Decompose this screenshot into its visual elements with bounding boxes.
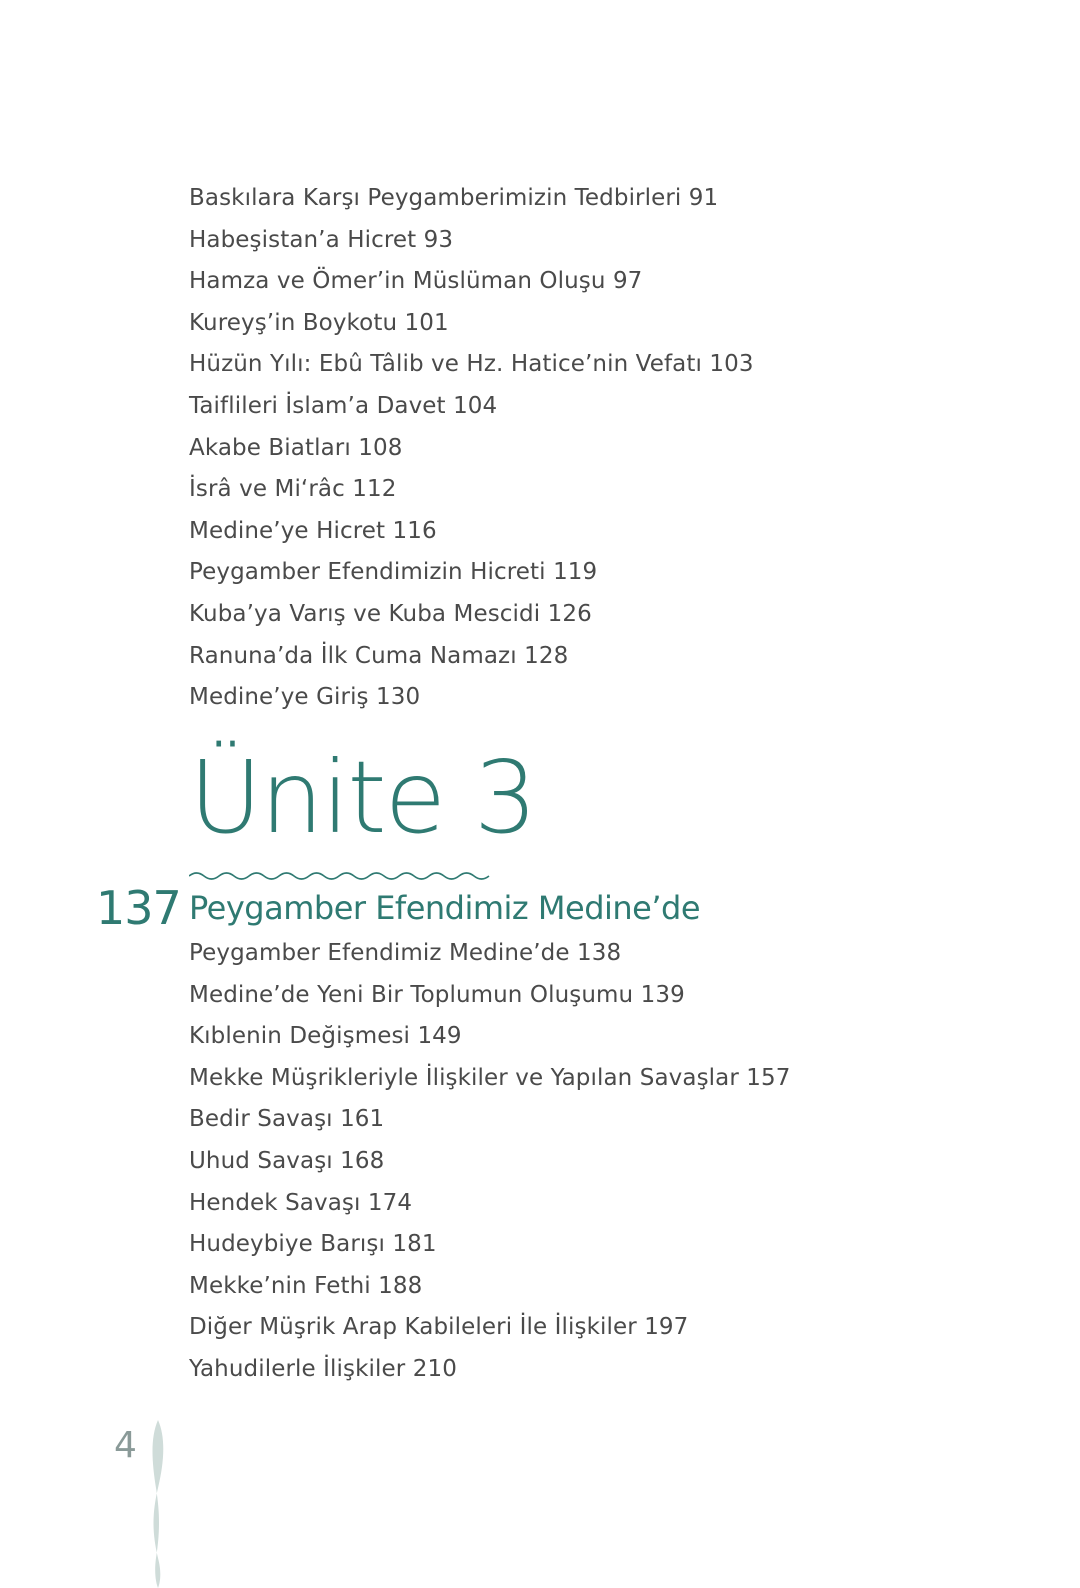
toc-entry[interactable]: Peygamber Efendimizin Hicreti 119 (189, 559, 598, 586)
leaf-ornament-icon (146, 1418, 170, 1588)
toc-entry[interactable]: Hüzün Yılı: Ebû Tâlib ve Hz. Hatice’nin Vefatı 103 (189, 351, 754, 378)
toc-entry[interactable]: Bedir Savaşı 161 (189, 1106, 385, 1133)
toc-entry[interactable]: Diğer Müşrik Arap Kabileleri İle İlişkiler 197 (189, 1314, 689, 1341)
chapter-title[interactable]: Peygamber Efendimiz Medine’de (189, 889, 701, 927)
page-number: 4 (114, 1425, 137, 1466)
toc-entry[interactable]: Hudeybiye Barışı 181 (189, 1231, 437, 1258)
toc-entry[interactable]: Peygamber Efendimiz Medine’de 138 (189, 940, 622, 966)
toc-entry[interactable]: Uhud Savaşı 168 (189, 1147, 385, 1174)
toc-entry[interactable]: İsrâ ve Mi‘râc 112 (189, 476, 397, 503)
toc-entry[interactable]: Kureyş’in Boykotu 101 (189, 309, 449, 336)
toc-entry[interactable]: Mekke’nin Fethi 188 (189, 1272, 423, 1299)
toc-entry[interactable]: Kıblenin Değişmesi 149 (189, 1023, 462, 1050)
unit-title: Ünite 3 (189, 739, 536, 856)
toc-entry[interactable]: Akabe Biatları 108 (189, 434, 403, 461)
toc-entry[interactable]: Kuba’ya Varış ve Kuba Mescidi 126 (189, 600, 592, 627)
toc-entry[interactable]: Medine’ye Giriş 130 (189, 684, 421, 711)
toc-list-part-2 (189, 933, 791, 1391)
toc-entry[interactable]: Ranuna’da İlk Cuma Namazı 128 (189, 642, 569, 669)
chapter-page-number: 137 (96, 881, 181, 935)
toc-entry[interactable]: Medine’de Yeni Bir Toplumun Oluşumu 139 (189, 981, 685, 1008)
toc-entry[interactable]: Yahudilerle İlişkiler 210 (189, 1355, 457, 1382)
toc-entry[interactable]: Taiflileri İslam’a Davet 104 (189, 392, 498, 419)
toc-entry[interactable]: Hendek Savaşı 174 (189, 1189, 413, 1216)
toc-entry[interactable]: Baskılara Karşı Peygamberimizin Tedbirleri 91 (189, 185, 719, 211)
toc-entry[interactable]: Habeşistan’a Hicret 93 (189, 226, 454, 253)
toc-list-part-1 (189, 178, 754, 719)
toc-entry[interactable]: Medine’ye Hicret 116 (189, 517, 437, 544)
toc-entry[interactable]: Mekke Müşrikleriyle İlişkiler ve Yapılan Savaşlar 157 (189, 1064, 791, 1091)
wave-divider (189, 868, 491, 884)
toc-entry[interactable]: Hamza ve Ömer’in Müslüman Oluşu 97 (189, 268, 643, 295)
